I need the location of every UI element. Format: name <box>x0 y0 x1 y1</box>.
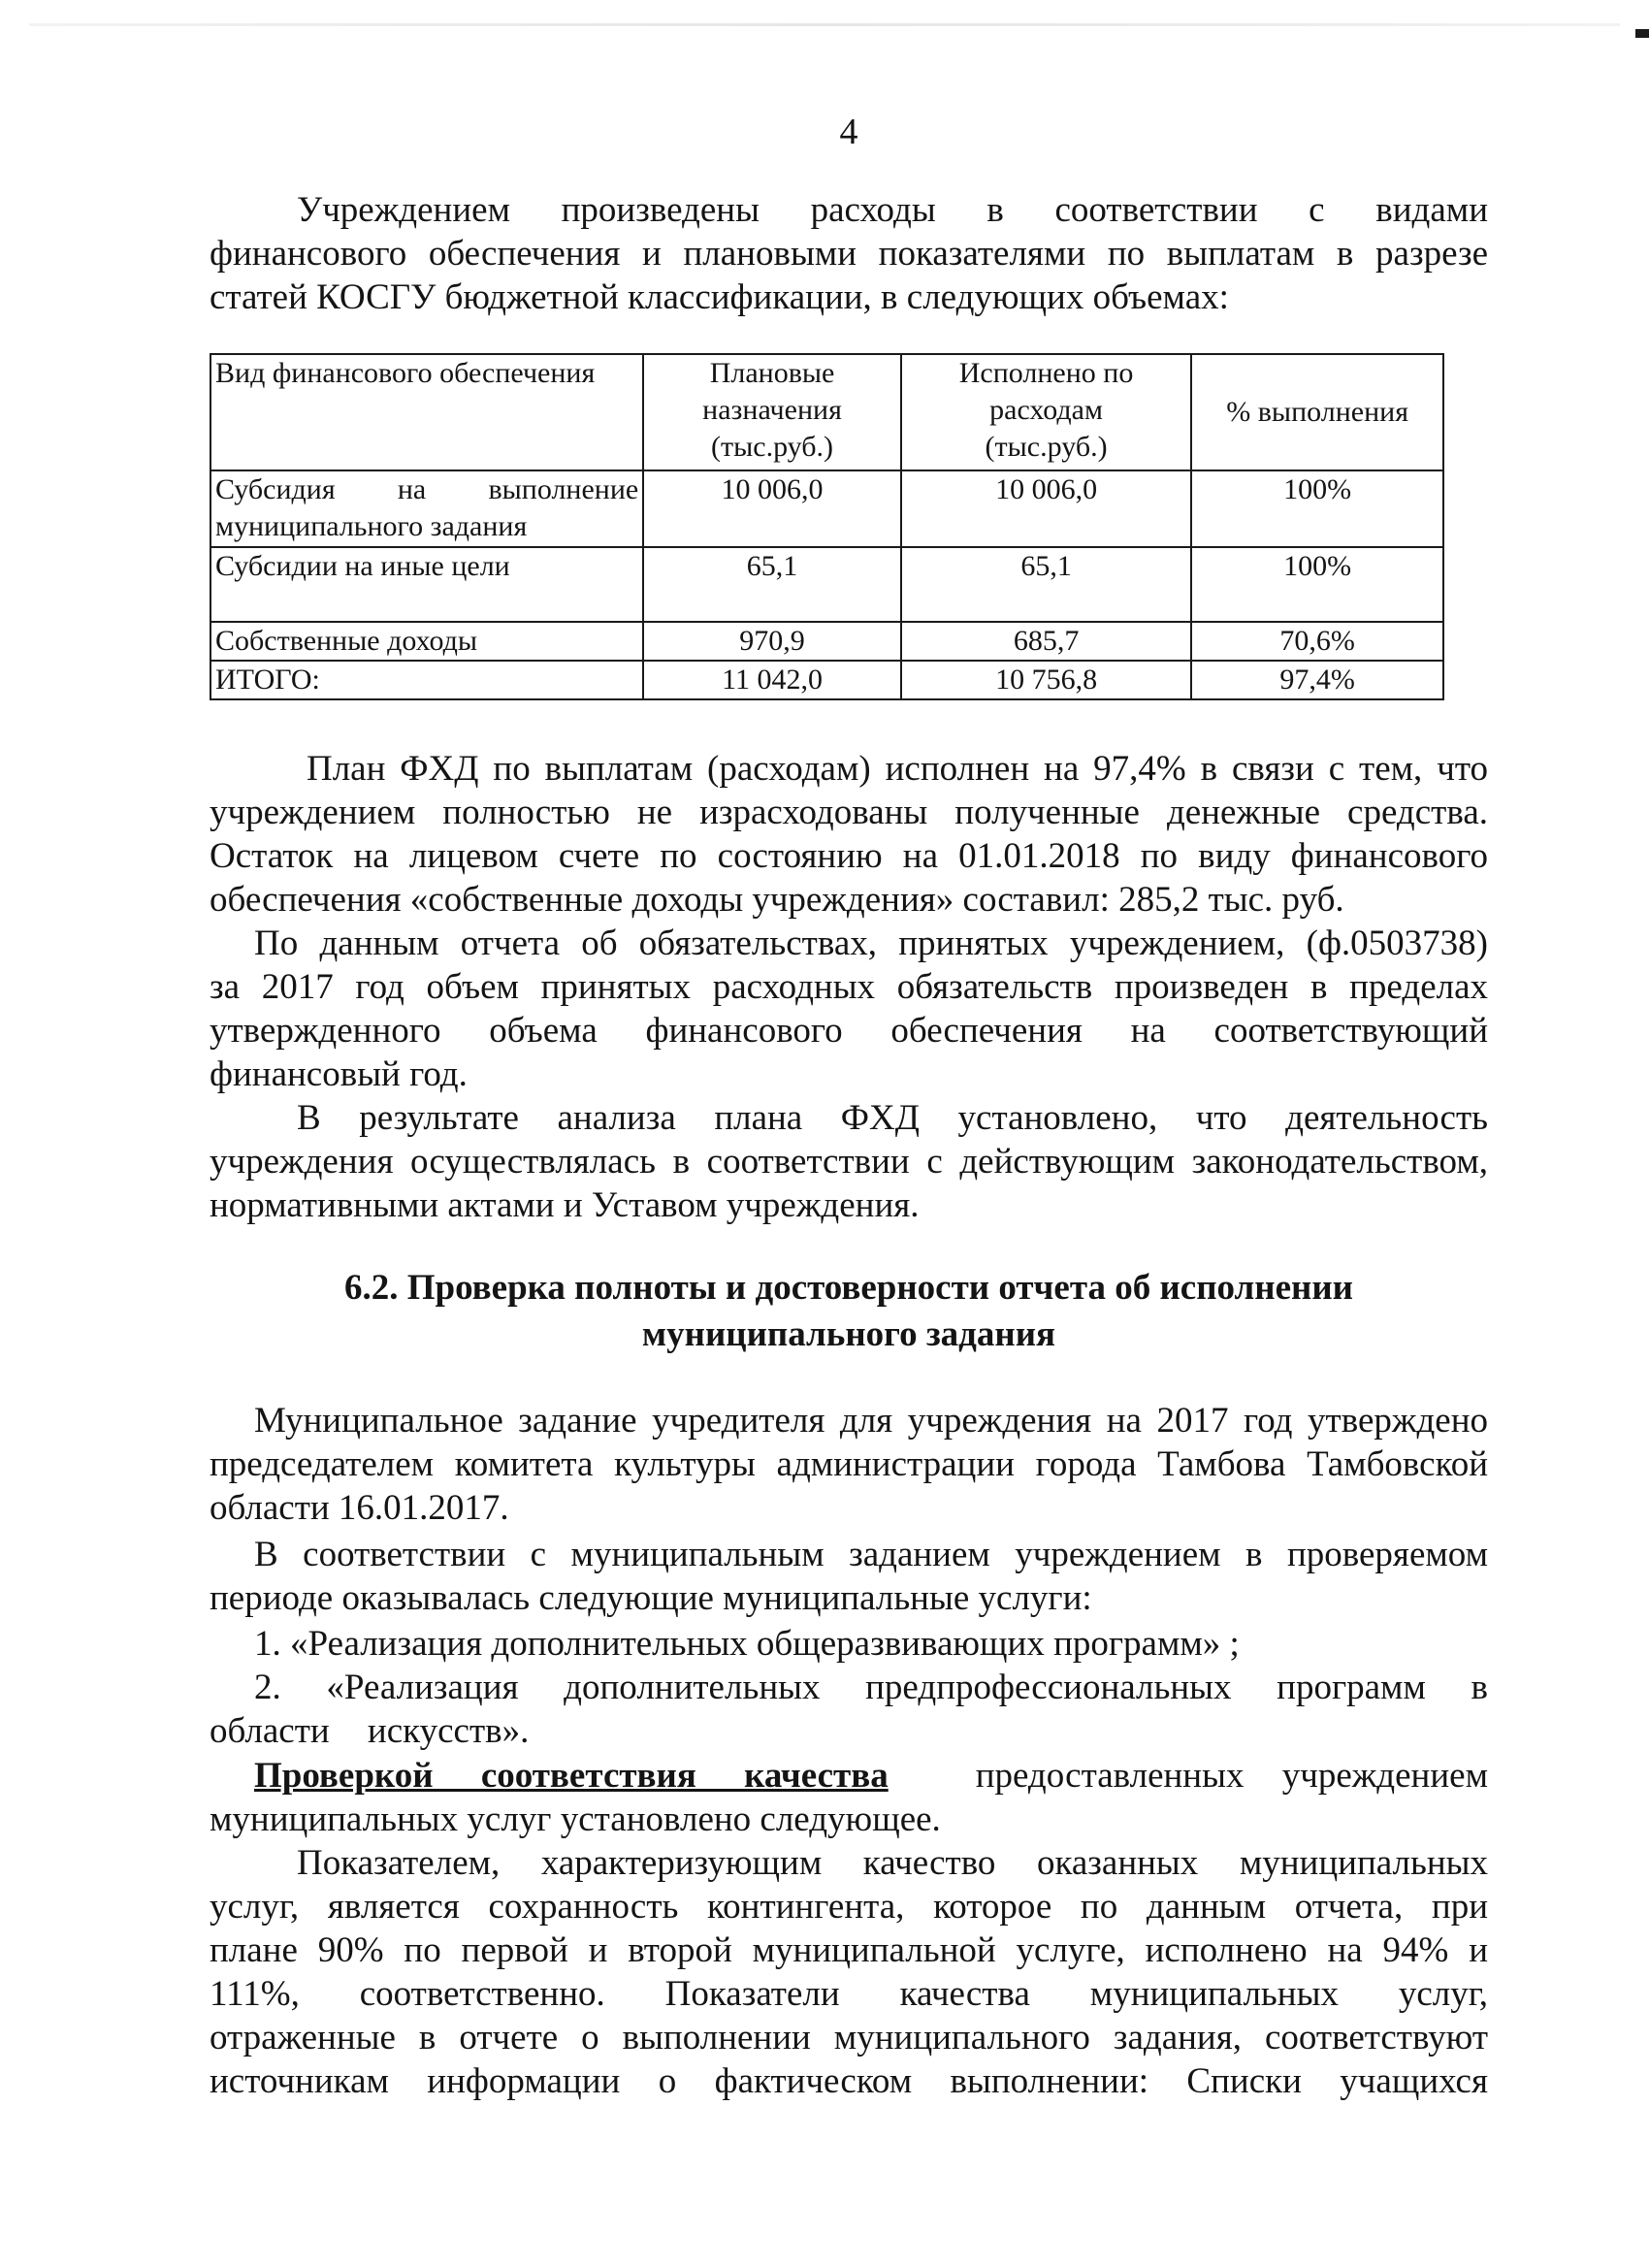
plan-line: обеспечения «собственные доходы учреждения» составил: 285,2 тыс. руб. <box>210 880 1344 920</box>
task-paragraph <box>210 1399 1488 1530</box>
cell-executed: 10 756,8 <box>901 661 1191 699</box>
section-heading-line: 6.2. Проверка полноты и достоверности отчета об исполнении <box>344 1268 1353 1308</box>
task-line: председателем комитета культуры администрации города Тамбова Тамбовской <box>210 1444 1488 1484</box>
services-list <box>210 1622 1488 1753</box>
section-heading <box>210 1265 1488 1358</box>
indicator-paragraph <box>210 1841 1488 2103</box>
table-header-row <box>210 354 1443 470</box>
obligations-line: утвержденного объема финансового обеспечения на соответствующий <box>210 1011 1488 1051</box>
obligations-line: финансовый год. <box>210 1054 468 1094</box>
header-planned <box>643 354 901 470</box>
intro-line: статей КОСГУ бюджетной классификации, в следующих объемах: <box>210 277 1229 317</box>
obligations-line: за 2017 год объем принятых расходных обязательств произведен в пределах <box>210 967 1488 1007</box>
intro-paragraph <box>210 188 1488 319</box>
result-line: нормативными актами и Уставом учреждения. <box>210 1185 920 1225</box>
quality-check-paragraph <box>210 1754 1488 1841</box>
services-line: В соответствии с муниципальным заданием учреждением в проверяемом <box>254 1535 1488 1574</box>
plan-line: Остаток на лицевом счете по состоянию на 01.01.2018 по виду финансового <box>210 836 1488 876</box>
header-planned-line: (тыс.руб.) <box>711 431 834 463</box>
indicator-line: 111%, соответственно. Показатели качества муниципальных услуг, <box>210 1974 1488 2014</box>
list-item: области искусств». <box>210 1711 530 1751</box>
cell-type: Собственные доходы <box>210 622 643 661</box>
task-line: Муниципальное задание учредителя для учреждения на 2017 год утверждено <box>254 1401 1488 1441</box>
indicator-line: Показателем, характеризующим качество оказанных муниципальных <box>297 1843 1488 1883</box>
cell-percent: 97,4% <box>1191 661 1443 699</box>
cell-type <box>210 470 643 547</box>
cell-percent: 100% <box>1191 470 1443 547</box>
obligations-paragraph <box>210 922 1488 1096</box>
result-paragraph <box>210 1096 1488 1227</box>
plan-line: учреждением полностью не израсходованы полученные денежные средства. <box>210 793 1488 832</box>
cell-planned: 970,9 <box>643 622 901 661</box>
header-executed-line: (тыс.руб.) <box>985 431 1108 463</box>
cell-planned: 11 042,0 <box>643 661 901 699</box>
quality-check-emphasis: Проверкой соответствия качества <box>254 1756 889 1796</box>
table-row <box>210 547 1443 622</box>
services-paragraph <box>210 1533 1488 1620</box>
cell-type-line: Субсидия на выполнение <box>215 473 639 505</box>
services-line: периоде оказывалась следующие муниципальные услуги: <box>210 1578 1092 1618</box>
cell-executed: 65,1 <box>901 547 1191 622</box>
task-line: области 16.01.2017. <box>210 1488 509 1528</box>
indicator-line: плане 90% по первой и второй муниципальной услуге, исполнено на 94% и <box>210 1930 1488 1970</box>
table-total-row <box>210 661 1443 699</box>
header-executed-line: расходам <box>989 394 1103 426</box>
intro-line: Учреждением произведены расходы в соответствии с видами <box>297 190 1488 230</box>
cell-type: ИТОГО: <box>210 661 643 699</box>
cell-executed: 10 006,0 <box>901 470 1191 547</box>
plan-paragraph <box>210 747 1488 922</box>
cell-type: Субсидии на иные цели <box>210 547 643 622</box>
header-percent: % выполнения <box>1191 354 1443 470</box>
plan-line: План ФХД по выплатам (расходам) исполнен на 97,4% в связи с тем, что <box>307 749 1488 789</box>
obligations-line: По данным отчета об обязательствах, принятых учреждением, (ф.0503738) <box>254 923 1488 963</box>
header-financing-type: Вид финансового обеспечения <box>210 354 643 470</box>
result-line: В результате анализа плана ФХД установлено, что деятельность <box>297 1098 1488 1138</box>
indicator-line: услуг, является сохранность контингента, которое по данным отчета, при <box>210 1887 1488 1927</box>
list-item: 2. «Реализация дополнительных предпрофессиональных программ в <box>254 1668 1488 1707</box>
quality-check-line: муниципальных услуг установлено следующее. <box>210 1799 941 1839</box>
header-planned-line: назначения <box>702 394 842 426</box>
intro-line: финансового обеспечения и плановыми показателями по выплатам в разрезе <box>210 234 1488 274</box>
indicator-line: источникам информации о фактическом выполнении: Списки учащихся <box>210 2061 1488 2101</box>
page-number: 4 <box>839 112 858 152</box>
list-item: 1. «Реализация дополнительных общеразвивающих программ» ; <box>254 1624 1240 1664</box>
result-line: учреждения осуществлялась в соответствии с действующим законодательством, <box>210 1142 1488 1182</box>
cell-executed: 685,7 <box>901 622 1191 661</box>
cell-percent: 70,6% <box>1191 622 1443 661</box>
quality-check-rest: предоставленных учреждением <box>975 1756 1488 1796</box>
scan-edge <box>29 23 1620 26</box>
table-row <box>210 622 1443 661</box>
indicator-line: отраженные в отчете о выполнении муниципального задания, соответствуют <box>210 2018 1488 2057</box>
table-row <box>210 470 1443 547</box>
cell-type-line: муниципального задания <box>215 510 528 542</box>
cell-planned: 10 006,0 <box>643 470 901 547</box>
header-executed <box>901 354 1191 470</box>
scan-corner-mark <box>1635 29 1649 38</box>
cell-percent: 100% <box>1191 547 1443 622</box>
quality-check-line <box>210 1754 1488 1798</box>
header-executed-line: Исполнено по <box>958 357 1134 389</box>
header-planned-line: Плановые <box>709 357 835 389</box>
financing-table <box>210 353 1444 700</box>
section-heading-line: муниципального задания <box>641 1314 1056 1354</box>
cell-planned: 65,1 <box>643 547 901 622</box>
